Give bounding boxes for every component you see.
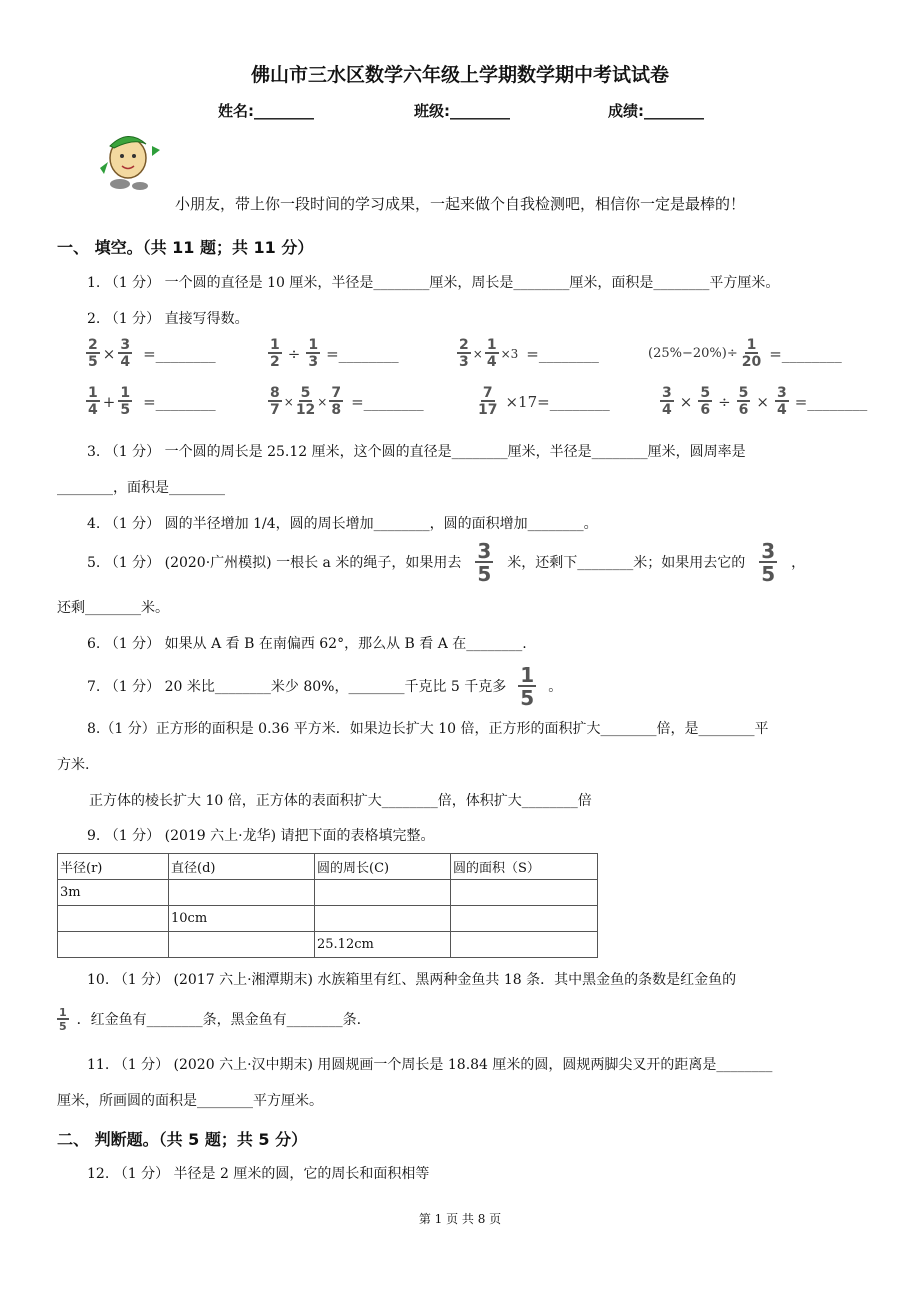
question-11-line-1: 11. （1 分） (2020 六上·汉中期末) 用圆规画一个周长是 18.84 厘米的圆，圆规两脚尖叉开的距离是________ [87,1057,773,1073]
question-9: 9. （1 分） (2019 六上·龙华) 请把下面的表格填完整。 [87,828,435,844]
greeting-text: 小朋友，带上你一段时间的学习成果，一起来做个自我检测吧，相信你一定是最棒的！ [175,195,746,213]
table-cell[interactable] [315,880,451,906]
table-cell[interactable] [451,880,598,906]
table-cell: 25.12cm [315,932,451,958]
question-10-line-1: 10. （1 分） (2017 六上·湘潭期末) 水族箱里有红、黑两种金鱼共 18 条．其中黑金鱼的条数是红金鱼的 [87,972,737,988]
table-cell[interactable] [58,906,169,932]
question-5-line-2: 还剩________米。 [57,600,169,616]
table-row [58,906,598,932]
section-2-heading: 二、 判断题。（共 5 题；共 5 分） [57,1130,308,1149]
question-3-line-1: 3. （1 分） 一个圆的周长是 25.12 厘米，这个圆的直径是________厘米，半径是________厘米，圆周率是 [87,444,746,460]
table-cell: 3m [58,880,169,906]
section-1-heading: 一、 填空。（共 11 题；共 11 分） [57,238,314,257]
calc-h: $\frac{3}{4}$ × $\frac{5}{6}$ ÷ $\frac{5}{6}$ × $\frac{3}{4}$ =________ [662,385,868,418]
table-header: 圆的周长(C) [315,854,451,880]
table-header-row [58,854,598,880]
question-7: 7. （1 分） 20 米比________米少 80%，________千克比 5 千克多 $\frac{1}{5}$ 。 [87,662,563,710]
calc-c: $\frac{2}{3}$ × $\frac{1}{4}$ ×3 =________ [459,337,599,370]
question-8-line-2: 方米. [57,757,90,773]
calc-b: $\frac{1}{2}$ ÷ $\frac{1}{3}$ =________ [270,337,399,370]
page-title: 佛山市三水区数学六年级上学期数学期中考试试卷 [250,64,669,86]
table-cell[interactable] [451,906,598,932]
calc-a: $\frac{2}{5}$ × $\frac{3}{4}$ =________ [88,337,216,370]
calc-f: $\frac{8}{7}$ × $\frac{5}{12}$ × $\frac{7}{8}$ =________ [270,385,424,418]
class-field[interactable]: 班级:________ [414,102,510,120]
table-cell: 10cm [169,906,315,932]
table-header: 半径(r) [58,854,169,880]
question-5-line-1: 5. （1 分） (2020·广州模拟) 一根长 a 米的绳子，如果用去 $\frac{3}{5}$ 米，还剩下________米；如果用去它的 $\frac{3}{5}$ ， [87,538,806,586]
question-6: 6. （1 分） 如果从 A 看 B 在南偏西 62°，那么从 B 看 A 在________. [87,636,527,652]
question-3-line-2: ________，面积是________ [57,480,225,496]
calc-e: $\frac{1}{4}$ + $\frac{1}{5}$ =________ [88,385,216,418]
table-header: 直径(d) [169,854,315,880]
question-11-line-2: 厘米，所画圆的面积是________平方厘米。 [57,1093,323,1109]
calc-d: (25%−20%)÷ $\frac{1}{20}$ =________ [648,337,842,370]
table-row [58,880,598,906]
table-cell[interactable] [451,932,598,958]
page-footer: 第 1 页 共 8 页 [418,1212,502,1226]
table-cell[interactable] [169,880,315,906]
table-cell[interactable] [315,906,451,932]
table-row [58,932,598,958]
question-4: 4. （1 分） 圆的半径增加 1/4，圆的周长增加________，圆的面积增加________。 [87,516,598,532]
question-10-line-2: $\frac{1}{5}$ ．红金鱼有________条，黑金鱼有________条. [59,1005,362,1033]
question-12: 12. （1 分） 半径是 2 厘米的圆，它的周长和面积相等 [87,1166,430,1182]
name-field[interactable]: 姓名:________ [218,102,314,120]
table-cell[interactable] [169,932,315,958]
question-2: 2. （1 分） 直接写得数。 [87,311,249,327]
question-8-line-1: 8.（1 分）正方形的面积是 0.36 平方米．如果边长扩大 10 倍，正方形的面积扩大________倍，是________平 [87,721,769,737]
question-8-line-3: 正方体的棱长扩大 10 倍，正方体的表面积扩大________倍，体积扩大________倍 [89,793,592,809]
table-cell[interactable] [58,932,169,958]
table-header: 圆的面积（S） [451,854,598,880]
calc-g: $\frac{7}{17}$ ×17=________ [478,385,610,418]
score-field[interactable]: 成绩:________ [608,102,704,120]
question-1: 1. （1 分） 一个圆的直径是 10 厘米，半径是________厘米，周长是________厘米，面积是________平方厘米。 [87,275,780,291]
mascot-image [94,128,164,194]
circle-table [57,853,598,958]
